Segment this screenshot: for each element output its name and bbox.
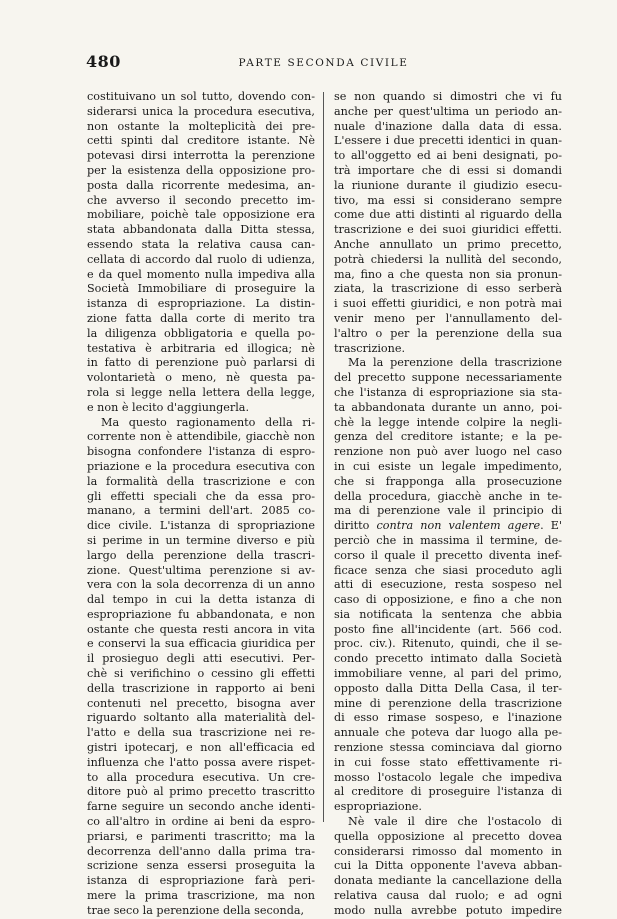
text-line: siderarsi unica la procedura esecutiva, <box>87 104 315 118</box>
text-line: espropriazione fu abbandonata, e non <box>87 607 315 621</box>
text-line: in fatto di perenzione può parlarsi di <box>87 356 315 370</box>
text-line: caso di opposizione, e fino a che non <box>334 593 562 607</box>
text-line: volontarietà o meno, nè questa pa- <box>87 371 315 385</box>
column-divider <box>323 92 324 822</box>
text-line: mobiliare, poichè tale opposizione era <box>87 208 315 222</box>
text-line: l'atto e della sua trascrizione nei re- <box>87 726 315 740</box>
text-line: ziata, la trascrizione di esso serberà <box>334 282 562 296</box>
text-line: che l'istanza di espropriazione sia sta- <box>334 385 562 399</box>
text-line: Anche annullato un primo precetto, <box>334 237 562 251</box>
text-line: riguardo soltanto alla materialità del- <box>87 711 315 725</box>
text-line: e da quel momento nulla impediva alla <box>87 267 315 281</box>
text-line: posta dalla ricorrente medesima, an- <box>87 178 315 192</box>
text-line: dal tempo in cui la detta istanza di <box>87 593 315 607</box>
text-line: della procedura, giacchè anche in te- <box>334 489 562 503</box>
text-line: del precetto suppone necessariamente <box>334 371 562 385</box>
text-line: potevasi dirsi interrotta la perenzione <box>87 149 315 163</box>
left-text-column <box>87 90 315 919</box>
text-line: co all'altro in ordine ai beni da espro- <box>87 815 315 829</box>
text-line: e non è lecito d'aggiungerla. <box>87 400 250 414</box>
text-line: quella opposizione al precetto dovea <box>334 829 562 843</box>
text-line: condo precetto intimato dalla Società <box>334 652 562 666</box>
text-line: i suoi effetti giuridici, e non potrà mai <box>334 297 562 311</box>
text-line: contenuti nel precetto, bisogna aver <box>87 696 315 710</box>
text-line: atti di esecuzione, resta sospeso nel <box>334 578 562 592</box>
text-line: ditore può al primo precetto trascritto <box>87 785 315 799</box>
page-number: 480 <box>86 52 121 71</box>
text-line: zione. Quest'ultima perenzione si av- <box>87 563 315 577</box>
text-line: proc. civ.). Ritenuto, quindi, che il se- <box>334 637 562 651</box>
text-line: modo nulla avrebbe potuto impedire <box>334 903 562 917</box>
text-line: priarsi, e parimenti trascritto; ma la <box>87 829 315 843</box>
text-line: che avverso il secondo precetto im- <box>87 193 315 207</box>
text-line: corrente non è attendibile, giacchè non <box>87 430 315 444</box>
text-line: cetti spinti dal creditore istante. Nè <box>87 134 315 148</box>
text-line: testativa è arbitraria ed illogica; nè <box>87 341 315 355</box>
text-line: se non quando si dimostri che vi fu <box>334 90 562 103</box>
text-line: opposto dalla Ditta Della Casa, il ter- <box>334 681 562 695</box>
text-line: sia notificata la sentenza che abbia <box>334 607 562 621</box>
text-line: costituivano un sol tutto, dovendo con- <box>87 90 315 103</box>
text-line: nuale d'inazione dalla data di essa. <box>334 119 562 133</box>
text-line: annuale che poteva dar luogo alla pe- <box>334 726 562 740</box>
text-line: della trascrizione in rapporto ai beni <box>87 681 315 695</box>
text-line: diritto contra non valentem agere. E' <box>334 519 562 533</box>
text-line: trascrizione. <box>334 341 406 355</box>
text-line: la formalità della trascrizione e con <box>87 474 315 488</box>
text-line: trae seco la perenzione della seconda, <box>87 903 305 917</box>
text-line: renzione stessa cominciava dal giorno <box>334 741 562 755</box>
text-line: dice civile. L'istanza di spropriazione <box>87 519 315 533</box>
text-line: Ma la perenzione della trascrizione <box>348 356 562 370</box>
text-line: al creditore di proseguire l'istanza di <box>334 785 562 799</box>
text-line: donata mediante la cancellazione della <box>334 874 562 888</box>
text-line: venir meno per l'annullamento del- <box>334 311 562 325</box>
text-line: mine di perenzione della trascrizione <box>334 696 562 710</box>
text-line: corso il quale il precetto diventa inef- <box>334 548 562 562</box>
text-line: la riunione durante il giudizio esecu- <box>334 178 562 192</box>
text-line: relativa causa dal ruolo; e ad ogni <box>334 889 562 903</box>
text-line: renzione non può aver luogo nel caso <box>334 445 562 459</box>
text-line: genza del creditore istante; e la pe- <box>334 430 562 444</box>
text-line: ta abbandonata durante un anno, poi- <box>334 400 562 414</box>
text-line: zione fatta dalla corte di merito tra <box>87 311 315 325</box>
text-line: espropriazione. <box>334 800 422 814</box>
text-line: l'altro o per la perenzione della sua <box>334 326 562 340</box>
latin-phrase: contra non valentem agere <box>376 519 541 533</box>
text-line: istanza di espropriazione. La distin- <box>87 297 315 311</box>
text-line: in cui esiste un legale impedimento, <box>334 459 562 473</box>
text-line: ostante che questa resti ancora in vita <box>87 622 315 636</box>
text-line: scrizione senza essersi proseguita la <box>87 859 315 873</box>
text-line: largo della perenzione della trascri- <box>87 548 315 562</box>
page-header <box>86 52 561 72</box>
text-line: non ostante la molteplicità dei pre- <box>87 119 315 133</box>
text-line: immobiliare venne, al pari del primo, <box>334 667 562 681</box>
text-line: Ma questo ragionamento della ri- <box>101 415 315 429</box>
text-line: in cui fosse stato effettivamente ri- <box>334 755 562 769</box>
text-line: priazione e la procedura esecutiva con <box>87 459 315 473</box>
text-line: tivo, ma essi si considerano sempre <box>334 193 562 207</box>
text-line: per la esistenza della opposizione pro- <box>87 163 315 177</box>
text-line: trà importare che di essi si domandi <box>334 163 562 177</box>
text-line: mere la prima trascrizione, ma non <box>87 889 315 903</box>
text-line: gli effetti speciali che da essa pro- <box>87 489 315 503</box>
text-line: anche per quest'ultima un periodo an- <box>334 104 562 118</box>
text-line: L'essere i due precetti identici in quan- <box>334 134 562 148</box>
text-line: come due atti distinti al riguardo della <box>334 208 562 222</box>
text-line: si perime in un termine diverso e più <box>87 533 315 547</box>
text-line: ma, fino a che questa non sia pronun- <box>334 267 562 281</box>
text-line: to all'oggetto ed ai beni designati, po- <box>334 149 562 163</box>
text-line: chè la legge intende colpire la negli- <box>334 415 562 429</box>
text-line: considerarsi rimosso dal momento in <box>334 844 562 858</box>
text-line: potrà chiedersi la nullità del secondo, <box>334 252 562 266</box>
text-line: Nè vale il dire che l'ostacolo di <box>348 815 562 829</box>
text-line: il prosieguo degli atti esecutivi. Per- <box>87 652 315 666</box>
text-line: ma di perenzione vale il principio di <box>334 504 562 518</box>
text-line: ficace senza che siasi proceduto agli <box>334 563 562 577</box>
text-line: stata abbandonata dalla Ditta stessa, <box>87 223 315 237</box>
text-line: che si frapponga alla prosecuzione <box>334 474 562 488</box>
text-line: la diligenza obbligatoria e quella po- <box>87 326 315 340</box>
text-line: decorrenza dell'anno dalla prima tra- <box>87 844 315 858</box>
text-line: trascrizione e dei suoi giuridici effetti. <box>334 223 562 237</box>
right-text-column <box>334 90 562 919</box>
text-line: bisogna confondere l'istanza di espro- <box>87 445 315 459</box>
text-line: cellata di accordo dal ruolo di udienza, <box>87 252 315 266</box>
text-line: gistri ipotecarj, e non all'efficacia ed <box>87 741 315 755</box>
text-line: farne seguire un secondo anche identi- <box>87 800 315 814</box>
text-line: vera con la sola decorrenza di un anno <box>87 578 315 592</box>
text-line: di esso rimase sospeso, e l'inazione <box>334 711 562 725</box>
text-line: e conservi la sua efficacia giuridica per <box>87 637 315 651</box>
text-line: to alla procedura esecutiva. Un cre- <box>87 770 315 784</box>
text-line: rola si legge nella lettera della legge, <box>87 385 315 399</box>
text-line: posto fine all'incidente (art. 566 cod. <box>334 622 562 636</box>
text-line: istanza di espropriazione farà peri- <box>87 874 315 888</box>
text-line: manano, a termini dell'art. 2085 co- <box>87 504 315 518</box>
text-line: influenza che l'atto possa avere rispet- <box>87 755 315 769</box>
text-line: chè si verifichino o cessino gli effetti <box>87 667 315 681</box>
text-line: mosso l'ostacolo legale che impediva <box>334 770 562 784</box>
text-line: perciò che in massima il termine, de- <box>334 533 562 547</box>
text-line: essendo stata la relativa causa can- <box>87 237 315 251</box>
text-line: Società Immobiliare di proseguire la <box>87 282 315 296</box>
text-line: cui la Ditta opponente l'aveva abban- <box>334 859 562 873</box>
running-title: PARTE SECONDA CIVILE <box>238 57 409 69</box>
